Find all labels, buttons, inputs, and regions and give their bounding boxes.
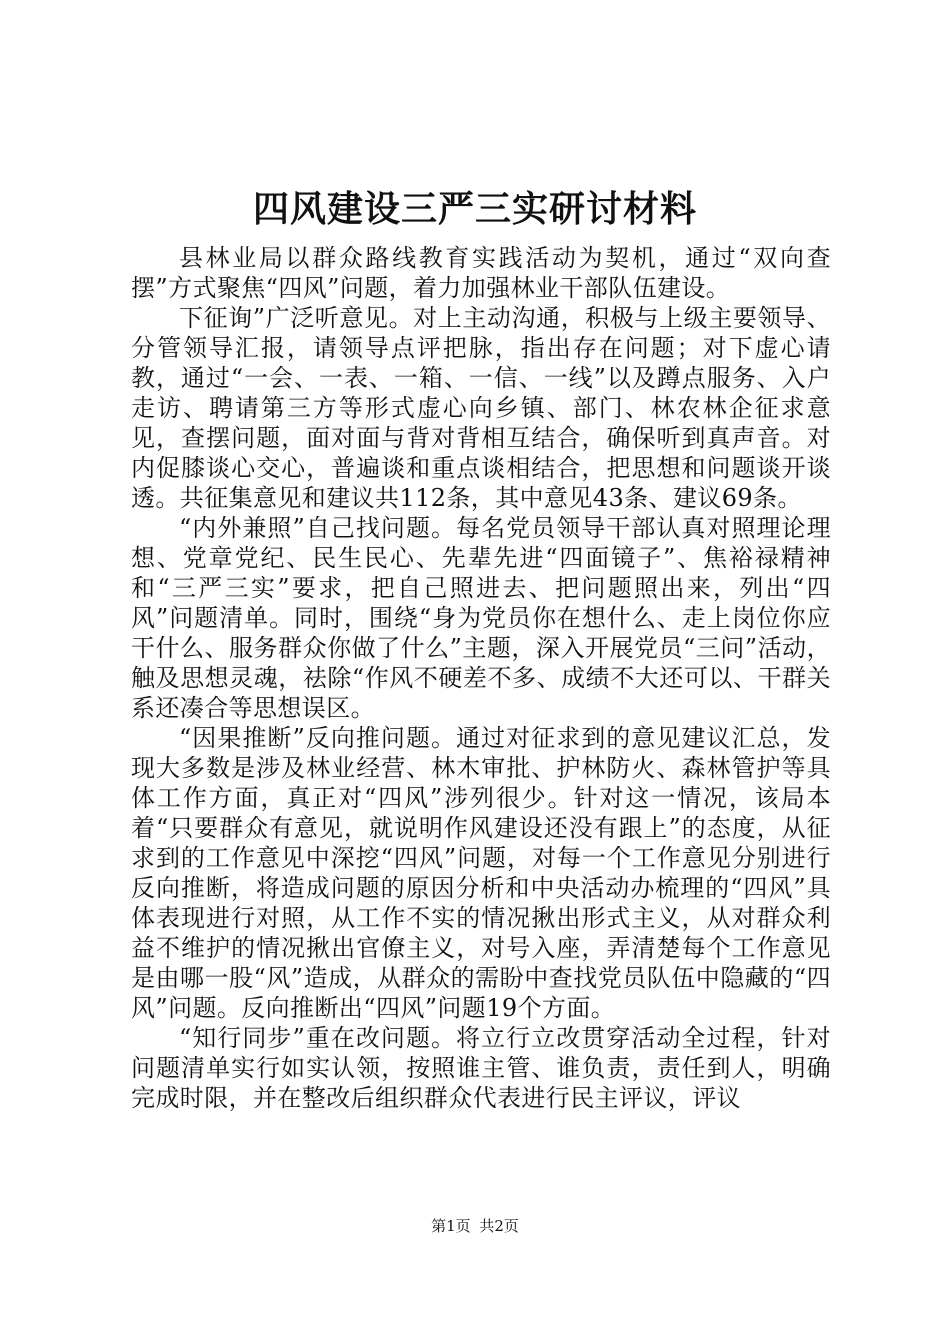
- page-footer: [0, 1216, 950, 1236]
- paragraph-solicit-opinions: 下征询”广泛听意见。对上主动沟通，积极与上级主要领导、分管领导汇报，请领导点评把脉，指出存在问题；对下虚心请教，通过“一会、一表、一箱、一信、一线”以及蹲点服务、入户走访、聘请第三方等形式虚心向乡镇、部门、林农林企征求意见，查摆问题，面对面与背对背相互结合，确保听到真声音。对内促膝谈心交心，普遍谈和重点谈相结合，把思想和问题谈开谈透。共征集意见和建议共112条，其中意见43条、建议69条。: [131, 304, 831, 512]
- paragraph-intro: 县林业局以群众路线教育实践活动为契机，通过“双向查摆”方式聚焦“四风”问题，着力加强林业干部队伍建设。: [131, 244, 831, 302]
- page-total: 共2页: [479, 1217, 519, 1235]
- document-body: [131, 243, 831, 1113]
- paragraph-knowing-doing: “知行同步”重在改问题。将立行立改贯穿活动全过程，针对问题清单实行如实认领，按照谁主管、谁负责，责任到人，明确完成时限，并在整改后组织群众代表进行民主评议，评议: [131, 1024, 831, 1112]
- paragraph-cause-effect: “因果推断”反向推问题。通过对征求到的意见建议汇总，发现大多数是涉及林业经营、林木审批、护林防火、森林管护等具体工作方面，真正对“四风”涉列很少。针对这一情况，该局本着“只要群众有意见，就说明作风建设还没有跟上”的态度，从征求到的工作意见中深挖“四风”问题，对每一个工作意见分别进行反向推断，将造成问题的原因分析和中央活动办梳理的“四风”具体表现进行对照，从工作不实的情况揪出形式主义，从对群众利益不维护的情况揪出官僚主义，对号入座，弄清楚每个工作意见是由哪一股“风”造成，从群众的需盼中查找党员队伍中隐藏的“四风”问题。反向推断出“四风”问题19个方面。: [131, 724, 831, 1022]
- page-number: 第1页: [431, 1217, 471, 1235]
- paragraph-inside-outside: “内外兼照”自己找问题。每名党员领导干部认真对照理论理想、党章党纪、民生民心、先辈先进“四面镜子”、焦裕禄精神和“三严三实”要求，把自己照进去、把问题照出来，列出“四风”问题清单。同时，围绕“身为党员你在想什么、走上岗位你应干什么、服务群众你做了什么”主题，深入开展党员“三问”活动，触及思想灵魂，祛除“作风不硬差不多、成绩不大还可以、干群关系还凑合等思想误区。: [131, 514, 831, 722]
- document-title: 四风建设三严三实研讨材料: [252, 188, 697, 230]
